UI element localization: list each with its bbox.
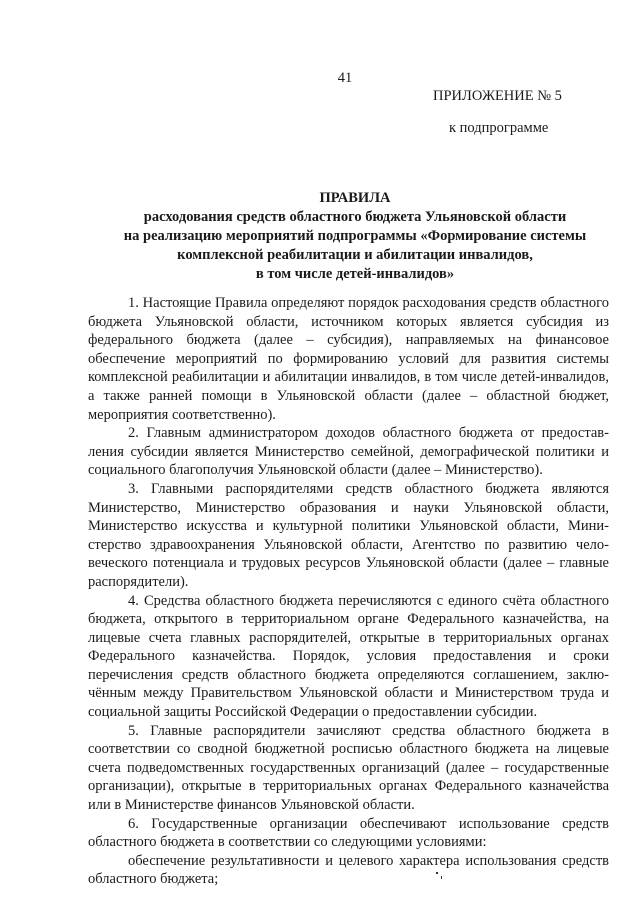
appendix-label: ПРИЛОЖЕНИЕ № 5	[433, 88, 562, 104]
scan-speck	[436, 872, 438, 874]
title-line-3: на реализацию мероприятий подпрограммы «Формирование системы	[123, 228, 587, 244]
appendix-subtitle: к подпрограмме	[449, 120, 549, 136]
page-number: 41	[337, 70, 353, 86]
paragraph-1: 1. Настоящие Правила определяют порядок расходования средств областного бюджета Ульяновской области, источником которых является субсидия из федерального бюджета (далее – субсидия), направляемых на финансовое обеспечение мероприятий по формированию условий для развития системы комплексной реабилитации и абилитации инвалидов, в том числе детей-инвалидов, а также ранней помощи в Ульяновской области (далее – областной бюджет, мероприятия соответственно).	[88, 295, 609, 423]
scan-speck	[441, 876, 442, 879]
paragraph-4: 4. Средства областного бюджета перечисляются с единого счёта областного бюджета, открытого в территориальном органе Федерального казначейства, на лицевые счета главных распорядителей, открытые в территориальных органах Федерального казначейства. Порядок, условия предоставления и сроки перечисления средств областного бюджета определяются соглашением, заключённым между Правительством Ульяновской области и Министерством труда и социальной защиты Российской Федерации о предоставлении субсидии.	[88, 592, 609, 721]
paragraph-2: 2. Главным администратором доходов областного бюджета от предоставления субсидии является Министерство семейной, демографической политики и социального благополучия Ульяновской области (далее – Министерство).	[88, 425, 609, 479]
title-line-2: расходования средств областного бюджета Ульяновской области	[143, 209, 567, 225]
paragraph-3: 3. Главными распорядителями средств областного бюджета являются Министерство, Министерство образования и науки Ульяновской области, Министерство искусства и культурной политики Ульяновской области, Министерство здравоохранения Ульяновской области, Агентство по развитию человеческого потенциала и трудовых ресурсов Ульяновской области (далее – главные распорядители).	[88, 480, 609, 590]
document-title	[60, 189, 640, 284]
paragraph-5: 5. Главные распорядители зачисляют средства областного бюджета в соответствии со сводной бюджетной росписью областного бюджета на лицевые счета подведомственных государственных организаций (далее – государственные организации), открытые в территориальных органах Федерального казначейства или в Министерстве финансов Ульяновской области.	[88, 722, 609, 814]
body-text	[88, 294, 609, 889]
title-line-5: в том числе детей-инвалидов»	[255, 266, 455, 282]
title-line-1: ПРАВИЛА	[319, 190, 391, 206]
paragraph-7: обеспечение результативности и целевого характера использования средств областного бюджета;	[88, 852, 609, 888]
title-line-4: комплексной реабилитации и абилитации инвалидов,	[177, 247, 533, 263]
paragraph-6: 6. Государственные организации обеспечивают использование средств областного бюджета в соответствии со следующими условиями:	[88, 815, 609, 851]
